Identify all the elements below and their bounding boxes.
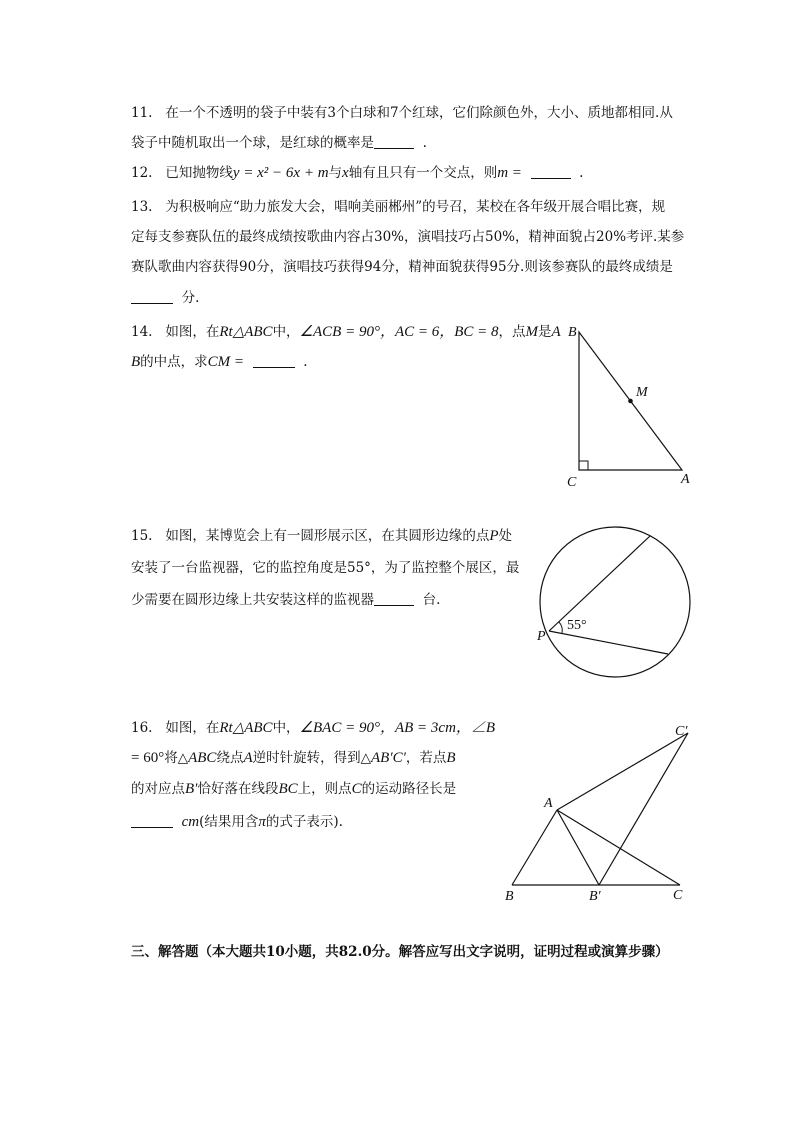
- q11-line1: [131, 103, 673, 123]
- q14-number: 14.: [131, 324, 153, 340]
- label-b: B: [568, 325, 577, 340]
- view-ray-1: [549, 536, 650, 631]
- q15-line2: 安装了一台监视器，它的监控角度是55°，为了监控整个展区，最: [131, 560, 520, 576]
- q13-number: 13.: [131, 199, 153, 215]
- view-ray-2: [549, 631, 668, 654]
- q16-number: 16.: [131, 720, 153, 736]
- q16-line3: 的对应点B′恰好落在线段BC上，则点C的运动路径长是: [131, 781, 457, 797]
- q16-line1: 16. 如图，在Rt△ABC中，∠BAC = 90°，AB = 3cm，∠B: [131, 720, 496, 736]
- q12-answer-blank: [531, 164, 571, 179]
- q15-line1: 15. 如图，某博览会上有一圆形展示区，在其圆形边缘的点P处: [131, 528, 513, 544]
- q16-line2: = 60°将△ABC绕点A逆时针旋转，得到△AB′C′，若点B: [131, 750, 456, 766]
- section-3-heading: 三、解答题（本大题共10小题，共82.0分。解答应写出文字说明，证明过程或演算步骤）: [131, 944, 669, 960]
- angle-arc: [559, 622, 562, 633]
- q12-parabola: y = x² − 6x + m: [232, 165, 329, 181]
- q16-rotation-figure: [495, 718, 695, 908]
- q14-line1: 14. 如图，在Rt△ABC中，∠ACB = 90°，AC = 6，BC = 8，点M是A: [131, 324, 561, 340]
- q13-line4: 分.: [131, 288, 199, 308]
- q11-answer-blank: [374, 134, 414, 149]
- q13-line3: 赛队歌曲内容获得90分，演唱技巧获得94分，精神面貌获得95分.则该参赛队的最终成绩是: [131, 259, 673, 275]
- label-a: A: [681, 472, 690, 487]
- q15-number: 15.: [131, 528, 153, 544]
- q12-number: 12.: [131, 165, 153, 181]
- q15-answer-blank: [374, 591, 414, 606]
- midpoint-m: [628, 399, 633, 404]
- q16-line4: cm(结果用含π的式子表示).: [131, 812, 343, 832]
- right-angle-mark: [579, 461, 588, 470]
- label-b-prime: B′: [589, 889, 601, 904]
- label-a: A: [544, 796, 553, 811]
- q11-number: 11.: [131, 105, 153, 121]
- q12-line: 12. 已知抛物线y = x² − 6x + m与x轴有且只有一个交点，则m = .: [131, 165, 584, 181]
- label-b: B: [505, 889, 514, 904]
- angle-label: 55°: [567, 618, 587, 633]
- q14-answer-blank: [253, 353, 295, 368]
- q14-triangle-figure: [560, 320, 700, 490]
- q11-text-1: 在一个不透明的袋子中装有3个白球和7个红球，它们除颜色外，大小、质地都相同.从: [165, 105, 673, 121]
- q13-answer-blank: [131, 289, 173, 304]
- label-m: M: [636, 385, 648, 400]
- segment-ab: [512, 810, 557, 885]
- q11-line2: 袋子中随机取出一个球，是红球的概率是 .: [131, 135, 427, 151]
- label-c: C: [567, 475, 577, 490]
- q16-answer-blank: [131, 813, 173, 828]
- label-p: P: [537, 629, 546, 644]
- q11-text-2: 袋子中随机取出一个球，是红球的概率是: [131, 135, 374, 151]
- label-c-prime: C′: [675, 724, 688, 739]
- q15-circle-figure: [530, 525, 700, 685]
- q14-line2: B的中点，求CM = .: [131, 354, 308, 370]
- q13-line2: 定每支参赛队伍的最终成绩按歌曲内容占30%，演唱技巧占50%，精神面貌占20%考评.某参: [131, 229, 685, 245]
- segment-ab-prime: [557, 810, 599, 885]
- label-c: C: [673, 888, 683, 903]
- q15-line3: 少需要在圆形边缘上共安装这样的监视器 台.: [131, 592, 441, 608]
- q13-line1: 13. 为积极响应“助力旅发大会，唱响美丽郴州”的号召，某校在各年级开展合唱比赛，规: [131, 199, 666, 215]
- segment-ac: [557, 810, 680, 885]
- segment-ac-prime: [557, 733, 688, 810]
